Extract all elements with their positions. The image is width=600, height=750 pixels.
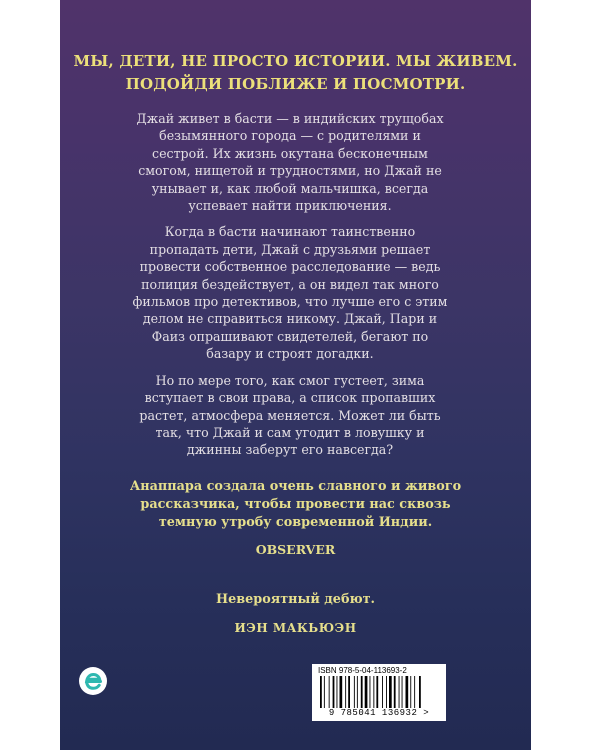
isbn-text: ISBN 978-5-04-113693-2 [318,666,407,675]
eksmo-e-logo-icon [78,666,108,696]
review-quote-text: Анаппара создала очень славного и живого рассказчика, чтобы провести нас сквозь темную утробу современной Индии. [129,479,462,530]
review-quote-text: Невероятный дебют. [216,592,375,607]
review-quote-source: ИЭН МАКЬЮЭН [234,621,357,635]
barcode-icon [318,676,440,708]
synopsis-paragraph-1: Джай живет в басти — в индийских трущобах безымянного города — с родителями и сестрой. Их жизнь окутана бесконечным смогом, нищетой и трудностями, но Джай не унывает и, как любой мальчишка, всегда успевает найти приключения. [136,111,444,214]
review-quote-mcewan [60,591,531,637]
headline-line-1: МЫ, ДЕТИ, НЕ ПРОСТО ИСТОРИИ. МЫ ЖИВЕМ. [73,52,518,70]
review-quote-observer [60,478,531,559]
synopsis-paragraph-2: Когда в басти начинают таинственно пропадать дети, Джай с друзьями решает провести собственное расследование — ведь полиция бездействует, а он видел так много фильмов про детективов, что лучше его с этим делом не справиться никому. Джай, Пари и Фаиз опрашивают свидетелей, бегают по базару и строят догадки. [132,224,448,362]
cover-headline [60,50,531,96]
barcode-number: 9 785041 136932 > [328,708,430,718]
review-quote-source: OBSERVER [255,542,336,557]
book-back-cover [60,0,531,750]
synopsis-paragraph-3: Но по мере того, как смог густеет, зима вступает в свои права, а список пропавших растет, атмосфера меняется. Может ли быть так, что Джай и сам угодит в ловушку и джинны заберут его навсегда? [139,372,441,458]
barcode-label [312,664,446,721]
synopsis [132,110,448,468]
headline-line-2: ПОДОЙДИ ПОБЛИЖЕ И ПОСМОТРИ. [125,75,466,93]
